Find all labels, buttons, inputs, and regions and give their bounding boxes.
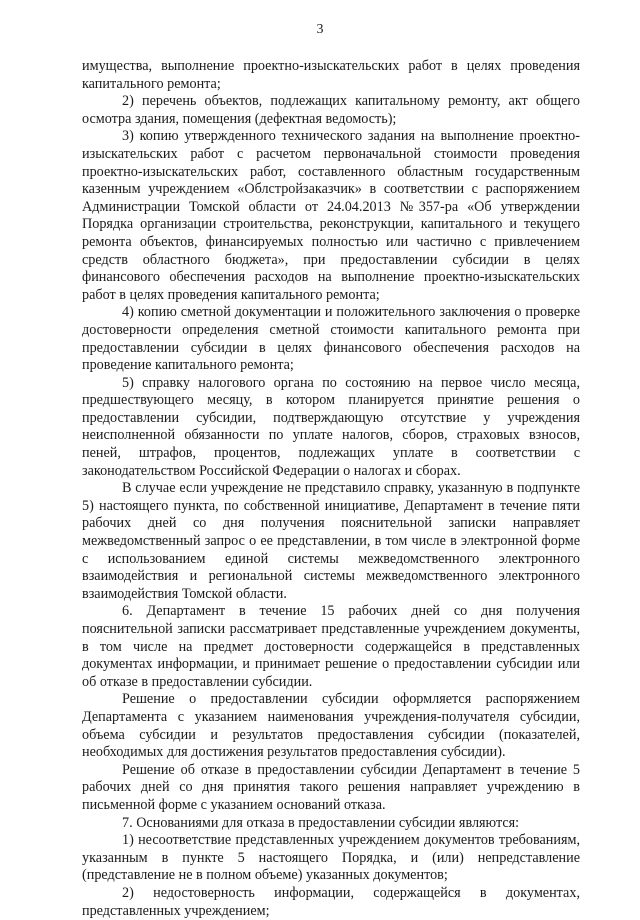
paragraph: Решение о предоставлении субсидии оформляется распоряжением Департамента с указанием наименования учреждения-получателя субсидии, объема субсидии и результатов предоставления субсидии (показателей, необходимых для достижения результатов предоставления субсидии). (82, 691, 580, 761)
paragraph: 7. Основаниями для отказа в предоставлении субсидии являются: (122, 814, 520, 831)
paragraph: 6. Департамент в течение 15 рабочих дней со дня получения пояснительной записки рассматривает представленные учреждением документы, в том числе на предмет достоверности содержащейся в представленных документах информации, и принимает решение о предоставлении субсидии или об отказе в предоставлении субсидии. (82, 603, 580, 690)
paragraph: 3) копию утвержденного технического задания на выполнение проектно-изыскательских работ с расчетом первоначальной стоимости проведения проектно-изыскательских работ, составленного областным государственным казенным учреждением «Облстройзаказчик» в соответствии с распоряжением Администрации Томской области от 24.04.2013 №357-ра «Об утверждении Порядка организации строительства, реконструкции, капитального и текущего ремонта объектов, финансируемых полностью или частично с привлечением средств областного бюджета», при предоставлении субсидии в целях финансового обеспечения расходов на выполнение проектно-изыскательских работ в целях проведения капитального ремонта; (82, 128, 580, 303)
paragraph: 2) перечень объектов, подлежащих капитальному ремонту, акт общего осмотра здания, помещения (дефектная ведомость); (82, 93, 580, 127)
document-body (82, 58, 580, 920)
page-number: 3 (316, 22, 324, 37)
paragraph: 4) копию сметной документации и положительного заключения о проверке достоверности определения сметной стоимости капитального ремонта при предоставлении субсидии в целях финансового обеспечения расходов на проведение капитального ремонта; (82, 304, 580, 374)
paragraph: имущества, выполнение проектно-изыскательских работ в целях проведения капитального ремонта; (82, 58, 580, 92)
paragraph: В случае если учреждение не представило справку, указанную в подпункте 5) настоящего пункта, по собственной инициативе, Департамент в течение пяти рабочих дней со дня получения пояснительной записки направляет межведомственный запрос о ее представлении, в том числе в электронной форме с использованием единой системы межведомственного электронного взаимодействия и региональной системы межведомственного электронного взаимодействия Томской области. (82, 480, 580, 602)
paragraph: 2) недостоверность информации, содержащейся в документах, представленных учреждением; (82, 884, 580, 919)
paragraph: Решение об отказе в предоставлении субсидии Департамент в течение 5 рабочих дней со дня принятия такого решения направляет учреждению в письменной форме с указанием оснований отказа. (82, 761, 580, 813)
paragraph: 5) справку налогового органа по состоянию на первое число месяца, предшествующего месяцу, в котором планируется принятие решения о предоставлении субсидии, подтверждающую отсутствие у учреждения неисполненной обязанности по уплате налогов, сборов, страховых взносов, пеней, штрафов, процентов, подлежащих уплате в соответствии с законодательством Российской Федерации о налогах и сборах. (82, 374, 580, 479)
paragraph: 1) несоответствие представленных учреждением документов требованиям, указанным в пункте 5 настоящего Порядка, и (или) непредставление (представление не в полном объеме) указанных документов; (82, 832, 580, 884)
